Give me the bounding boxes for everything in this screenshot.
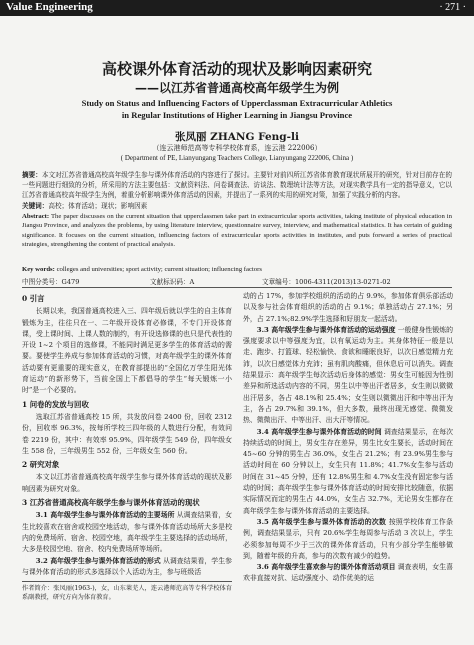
paragraph-3-4 [243, 427, 453, 517]
paragraph-3-5 [243, 517, 453, 562]
paragraph-3-3-text: 一般健身性锻炼的强度要求以中等强度为宜，以有氧运动为主。其身体特征一般是以走、跑步、打篮球、轻松愉快、食欲和睡眠良好，以次日感觉精力充沛，以次日感觉体力充沛；虽有肌肉酸痛，但休息后可以消失。调查结果显示：高年级学生每次活动后身体的感觉：男女生可能因为性别差异和所选活动内容的不同，男生以中等出汗者居多，女生则以微微出汗居多，各占 48.1%和 25.4%；女生则以微微出汗和中等出汗为主，各占 29.7%和 39.1%，但大多数，最终出现无感觉、微微发热、微微出汗、中等出汗、出大汗等情况。 [243, 325, 454, 425]
author-affiliation-cn: （连云港师范高等专科学校体育系，连云港 222006） [152, 144, 322, 152]
journal-header-bar [0, 0, 474, 16]
section-divider [22, 287, 452, 288]
author-name: 张凤丽 ZHANG Feng-li [175, 131, 299, 143]
title-cn-sub: ——以江苏省普通高校高年级学生为例 [134, 81, 339, 95]
body-column-left [22, 291, 232, 602]
heading-status: 3 江苏省普通高校高年级学生参与课外体育活动的现状 [22, 498, 200, 508]
paragraph-3-3 [243, 325, 453, 427]
paragraph-3-5-text: 按照学校体育工作条例，调查结果显示，只有 20.6%学生每周参与活动 3 次以上，学生必须参加每周不少于三次的课外体育活动，只有少部分学生能够做到，随着年级的升高，参与的次数有减少的趋势。 [243, 517, 453, 560]
article-number: 文章编号：1006-4311(2013)13-0271-02 [262, 278, 391, 286]
keywords-cn-label: 关键词： [22, 202, 49, 210]
abstract-en [22, 212, 452, 250]
keywords-en [22, 265, 452, 275]
abstract-en-label: Abstract: [22, 213, 50, 220]
paragraph-3-1-text: 从调查结果看，女生比较喜欢在宿舍或校园空地活动，参与课外体育活动场所大多是校内的免费场所、宿舍、校园空地，高年级学生主要选择的活动场所，大多是校园空地、宿舍、校内免费场所等场所。 [22, 511, 233, 554]
subheading-3-5: 3.5 高年级学生参与课外体育活动的次数 [256, 517, 387, 526]
author-affiliation-en: ( Department of PE, Lianyungang Teachers College, Lianyungang 222006, China ) [120, 154, 354, 162]
page-number: · 271 · [439, 2, 466, 13]
clc-number: 中图分类号：G479 [22, 278, 80, 286]
title-en-line1: Study on Status and Influencing Factors of Upperclassman Extracurricular Athletics [81, 98, 393, 108]
paragraph-research-object: 本文以江苏省普通高校高年级学生参与课外体育活动的现状及影响因素为研究对象。 [22, 473, 232, 493]
abstract-cn-label: 摘要： [22, 171, 42, 179]
journal-name: Value Engineering [6, 1, 93, 13]
subheading-3-1: 3.1 高年级学生参与课外体育活动的主要场所 [35, 511, 175, 520]
document-code: 文献标识码：A [150, 278, 195, 286]
paragraph-3-6 [243, 562, 453, 585]
subheading-3-6: 3.6 高年级学生喜欢参与的课外体育活动项目 [256, 563, 396, 572]
keywords-cn-text: 高校；体育活动；现状；影响因素 [48, 202, 148, 210]
paragraph-continued: 动的占 17%，参加学校组织的活动的占 9.9%，参加体育俱乐部活动以及参与社会体育组织的活动的占 9.1%；单独活动占 27.1%；另外，占 27.1%;82.9%学生选择和好朋友一起活动。 [243, 292, 453, 323]
paragraph-introduction: 长期以来，我国普通高校进入三、四年级后就以学生的自主体育锻炼为主，往往只在一、二年级开设体育必修课，不专门开设体育课，受上课时间、上课人数的制约，有开设选修课的也只是代表性的开设 1~2 个项目的选修课，不能同时满足更多学生的体育活动的需要。要使学生养成与参加体育活动的习惯，对高年级学生的课外体育活动要有更重要的现实意义，在教育部提出的“全国亿万学生阳光体育运动”的新形势下，当前全国上下都倡导的学生“每天锻炼一小时”是一个必要的。 [22, 307, 232, 395]
abstract-cn [22, 170, 452, 200]
author-footnote: 作者简介：张凤丽(1963-)，女，山东莱芜人，连云港师范高等专科学校体育系副教授，研究方向为体育教育。 [22, 581, 232, 602]
subheading-3-2: 3.2 高年级学生参与课外体育活动的形式 [35, 556, 161, 565]
paragraph-3-4-text: 调查结果显示，在每次持续活动的时间上，男女生存在差异，男生比女生要长，活动时间在 45~60 分钟的男生占 36.0%，女生占 21.2%；有 23.9%男生参与活动时间在 60 分钟以上，女生只有 11.8%；41.7%女生参与活动时间在 31~45 分钟，还有 12.8%男生和 4.7%女生没有固定参与活动的时间；高年级学生参与课外体育活动的时间安排比较随意，依据实际情况而定的男生占 44.0%，女生占 32.7%，无论男女生都存在高年级学生参与课外体育活动的主要选择。 [243, 427, 453, 515]
title-cn-main: 高校课外体育活动的现状及影响因素研究 [101, 60, 372, 78]
body-column-right [243, 291, 453, 585]
paragraph-3-6-text: 调查表明，女生喜欢非直接对抗、运动强度小、动作优美的运 [243, 563, 454, 583]
paragraph-questionnaire: 选取江苏省普通高校 15 所，共发放问卷 2400 份，回收 2312 份，回收率 96.3%，按每所学校三四年级的人数进行分配，有效问卷 2219 份，其中：有效率 95.9%，四年级学生 549 份，四年级女生 558 份，三年级男生 552 份，三年级女生 560 份。 [22, 412, 232, 455]
subheading-3-4: 3.4 高年级学生参与课外体育活动的时间 [256, 427, 382, 436]
heading-research-object: 2 研究对象 [22, 460, 60, 470]
paragraph-3-2-text: 从调查结果看，学生参与课外体育活动的形式多选择以个人活动为主，参与班级活 [22, 556, 232, 576]
abstract-cn-text: 本文对江苏省普通高校高年级学生参与课外体育活动的内容进行了探讨。主要针对前四所江苏省体育教育现状所展开的研究，针对目前存在的一些问题进行细致的分析，所采用的方法主要包括：文献资料法、问卷调查法、访谈法、数理统计法等方法，对现实教学具有一定的指导意义，它以江苏省普通高校高年级学生为例，着重分析影响课外体育活动的因素，并提出了一系列的实用的研究对策，加强了实践分析的内容。 [22, 171, 453, 199]
keywords-en-text: colleges and universities; sport activity; current situation; influencing factors [56, 266, 262, 273]
heading-introduction: 0 引言 [22, 294, 45, 303]
heading-questionnaire: 1 问卷的发放与回收 [22, 399, 89, 409]
keywords-en-label: Key words: [22, 266, 55, 273]
keywords-cn [22, 201, 452, 211]
paragraph-3-2 [22, 556, 232, 579]
subheading-3-3: 3.3 高年级学生参与课外体育活动的运动强度 [256, 325, 396, 334]
title-en-line2: in Regular Institutions of Higher Learning in Jiangsu Province [121, 110, 353, 120]
paragraph-3-1 [22, 510, 232, 555]
abstract-en-text: The paper discusses on the current situation that upperclassmen take part in extracurricular sports activities, taking institute of physical education in Jiangsu Province, and analyzes the problems, by using literature interview, questionnaire survey, interview, and mathematical statistics. It has certain of guiding significance. It focuses on the current situation, influencing factors of extracurricular sports activities in institutes, and puts forward a series of practical strategies, strengthening the content of practical analysis. [22, 213, 452, 249]
